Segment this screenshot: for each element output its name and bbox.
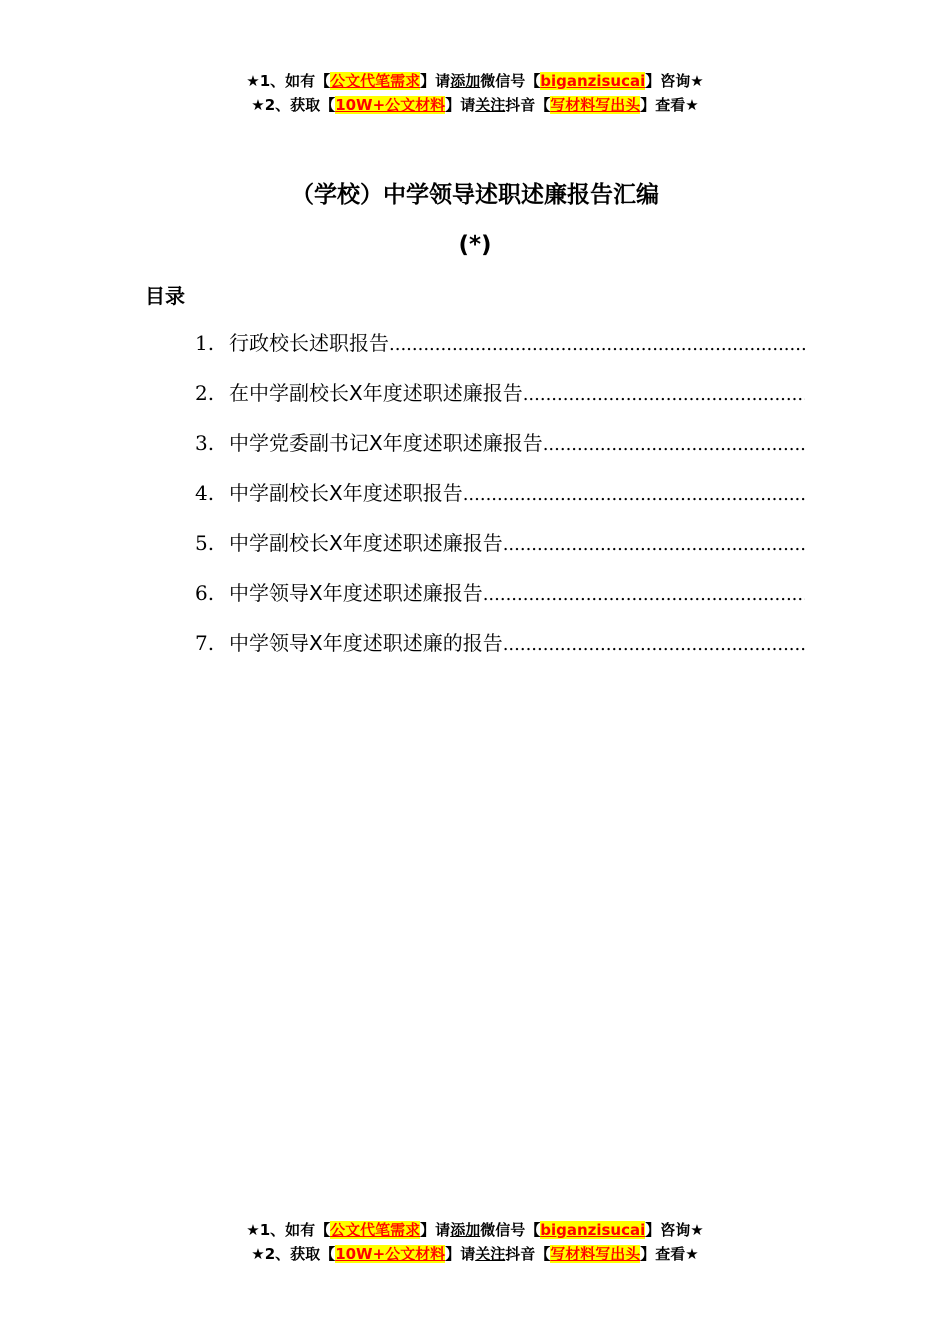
banner-highlight: 10W+公文材料 [335,1245,446,1263]
toc-dot-leader [503,530,805,560]
toc-item-number: 7. [195,631,215,655]
banner-highlight: 公文代笔需求 [330,1221,421,1239]
banner-line-1 [0,69,950,93]
banner-line-1 [0,1218,950,1242]
banner-highlight: 写材料写出头 [550,96,641,114]
toc-item-title: 行政校长述职报告 [229,331,389,355]
banner-line-2 [0,1242,950,1266]
banner-text: 】咨询★ [645,72,704,90]
toc-item-number: 5. [195,531,215,555]
toc-item[interactable] [195,478,805,528]
toc-item-number: 4. [195,481,215,505]
banner-text: ★1、如有【 [246,1221,331,1239]
toc-item-title: 中学领导X年度述职述廉报告 [229,581,483,605]
document-subtitle: (*) [458,232,492,258]
banner-text: 】请 [445,96,476,114]
toc-item-number: 3. [195,431,215,455]
toc-item[interactable] [195,628,805,678]
table-of-contents [195,328,805,678]
toc-item-number: 6. [195,581,215,605]
banner-highlight: biganzisucai [540,1221,646,1239]
banner-underlined: 关注 [475,96,506,114]
toc-heading: 目录 [145,284,185,308]
toc-dot-leader [483,580,805,610]
banner-text: 抖音【 [505,1245,551,1263]
banner-text: ★2、获取【 [251,1245,336,1263]
banner-text: 微信号【 [480,1221,541,1239]
banner-text: 】请 [420,1221,451,1239]
banner-highlight: 10W+公文材料 [335,96,446,114]
toc-item-title: 中学副校长X年度述职报告 [229,481,463,505]
toc-item-title: 中学副校长X年度述职述廉报告 [229,531,503,555]
toc-item[interactable] [195,428,805,478]
banner-highlight: 写材料写出头 [550,1245,641,1263]
header-banner [0,69,950,117]
toc-item[interactable] [195,378,805,428]
toc-item-title: 中学领导X年度述职述廉的报告 [229,631,503,655]
banner-text: 微信号【 [480,72,541,90]
toc-item[interactable] [195,328,805,378]
toc-item[interactable] [195,578,805,628]
banner-text: ★1、如有【 [246,72,331,90]
banner-underlined: 添加 [450,72,481,90]
banner-highlight: 公文代笔需求 [330,72,421,90]
banner-highlight: biganzisucai [540,72,646,90]
banner-text: 】请 [420,72,451,90]
toc-item[interactable] [195,528,805,578]
toc-dot-leader [463,480,805,510]
footer-banner [0,1218,950,1266]
banner-text: ★2、获取【 [251,96,336,114]
toc-dot-leader [503,630,805,660]
banner-underlined: 添加 [450,1221,481,1239]
toc-item-title: 中学党委副书记X年度述职述廉报告 [229,431,543,455]
banner-text: 】咨询★ [645,1221,704,1239]
toc-dot-leader [389,330,805,360]
banner-text: 抖音【 [505,96,551,114]
banner-text: 】请 [445,1245,476,1263]
banner-text: 】查看★ [640,96,699,114]
toc-item-title: 在中学副校长X年度述职述廉报告 [229,381,523,405]
document-title: （学校）中学领导述职述廉报告汇编 [291,182,659,208]
toc-item-number: 1. [195,331,215,355]
banner-text: 】查看★ [640,1245,699,1263]
toc-item-number: 2. [195,381,215,405]
banner-line-2 [0,93,950,117]
toc-dot-leader [523,380,805,410]
toc-dot-leader [543,430,805,460]
banner-underlined: 关注 [475,1245,506,1263]
